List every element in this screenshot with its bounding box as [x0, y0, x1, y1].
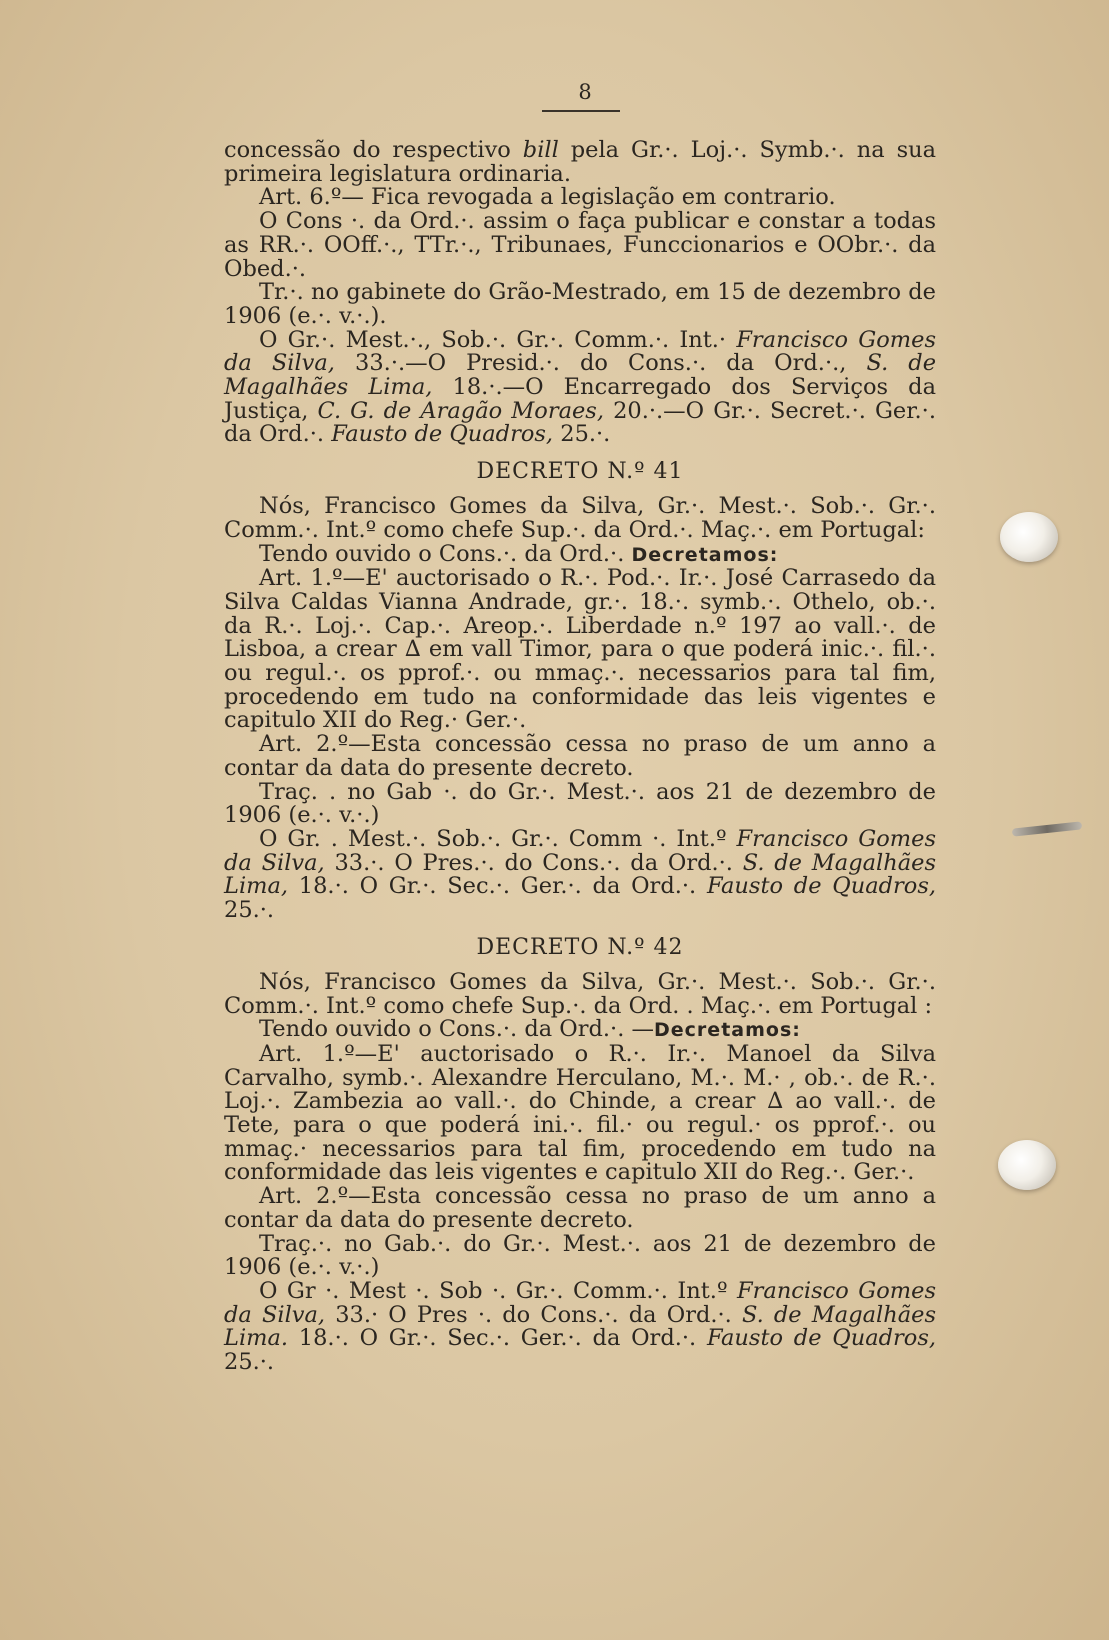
decree-42-article-1: Art. 1.º—E' auctorisado o R.·. Ir.·. Manoel da Silva Carvalho, symb.·. Alexandre Herculano, M.·. M.· , ob.·. de R.·. Loj.·. Zambezia ao vall.·. do Chinde, a crear ∆ ao vall.·. de Tete, para o que poderá ini.·. fil.· ou regul.· os pprof.·. ou mmaç.· necessarios para tal fim, procedendo em tudo na conformidade das leis vigentes e capitulo XII do Reg.·. Ger.·.: [224, 1040, 936, 1186]
intro-signatures: O Gr.·. Mest.·., Sob.·. Gr.·. Comm.·. Int.· Francisco Gomes da Silva, 33.·.—O Presid.·. do Cons.·. da Ord.·., S. de Magalhães Lima, 18.·.—O Encarregado dos Serviços da Justiça, C. G. de Aragão Moraes, 20.·.—O Gr.·. Secret.·. Ger.·. da Ord.·. Fausto de Quadros, 25.·.: [224, 326, 937, 448]
decree-41-preamble: Nós, Francisco Gomes da Silva, Gr.·. Mest.·. Sob.·. Gr.·. Comm.·. Int.º como chefe Sup.·. da Ord.·. Maç.·. em Portugal:: [224, 493, 936, 543]
decree-42-signatures: O Gr ·. Mest ·. Sob ·. Gr.·. Comm.·. Int.º Francisco Gomes da Silva, 33.· O Pres ·. do Cons.·. da Ord.·. S. de Magalhães Lima. 18.·. O Gr.·. Sec.·. Ger.·. da Ord.·. Fausto de Quadros, 25.·.: [224, 1277, 937, 1376]
page-number-rule: [542, 110, 620, 112]
decree-41-article-2: Art. 2.º—Esta concessão cessa no praso de um anno a contar da data do presente decreto.: [224, 731, 936, 781]
binding-hole-bottom: [998, 1140, 1056, 1190]
decree-42-date: Traç.·. no Gab.·. do Gr.·. Mest.·. aos 21 de dezembro de 1906 (e.·. v.·.): [224, 1230, 936, 1281]
binding-hole-top: [1000, 512, 1058, 562]
intro-paragraph-3: O Cons ·. da Ord.·. assim o faça publicar e constar a todas as RR.·. OOff.·., TTr.·., Tribunaes, Funccionarios e OObr.·. da Obed.·.: [224, 208, 936, 282]
binding-mark-middle: [1012, 821, 1082, 836]
decree-42-decretamos: Tendo ouvido o Cons.·. da Ord.·. —Decretamos:: [259, 1016, 801, 1043]
intro-paragraph-4: Tr.·. no gabinete do Grão-Mestrado, em 15 de dezembro de 1906 (e.·. v.·.).: [224, 279, 936, 329]
decree-41-decretamos: Tendo ouvido o Cons.·. da Ord.·. Decretamos:: [259, 540, 779, 567]
page-number: 8: [578, 80, 592, 104]
decree-42-heading: DECRETO N.º 42: [476, 934, 684, 960]
decree-41-heading: DECRETO N.º 41: [476, 459, 684, 485]
intro-paragraph-2: Art. 6.º— Fica revogada a legislação em contrario.: [259, 184, 836, 211]
intro-paragraph-1: concessão do respectivo bill pela Gr.·. Loj.·. Symb.·. na sua primeira legislatura ordinaria.: [224, 137, 937, 187]
page-body: [224, 139, 936, 1375]
decree-41-date: Traç. . no Gab ·. do Gr.·. Mest.·. aos 21 de dezembro de 1906 (e.·. v.·.): [224, 778, 936, 829]
decree-42-article-2: Art. 2.º—Esta concessão cessa no praso de um anno a contar da data do presente decreto.: [224, 1183, 936, 1233]
decree-42-preamble: Nós, Francisco Gomes da Silva, Gr.·. Mest.·. Sob.·. Gr.·. Comm.·. Int.º como chefe Sup.·. da Ord. . Maç.·. em Portugal :: [224, 968, 936, 1019]
decree-41-article-1: Art. 1.º—E' auctorisado o R.·. Pod.·. Ir.·. José Carrasedo da Silva Caldas Vianna Andrade, gr.·. 18.·. symb.·. Othelo, ob.·. da R.·. Loj.·. Cap.·. Areop.·. Liberdade n.º 197 ao vall.·. de Lisboa, a crear ∆ em vall Timor, para o que poderá inic.·. fil.·. ou regul.·. os pprof.·. ou mmaç.·. necessarios para tal fim, procedendo em tudo na conformidade das leis vigentes e capitulo XII do Reg.· Ger.·.: [224, 565, 936, 734]
decree-41-signatures: O Gr. . Mest.·. Sob.·. Gr.·. Comm ·. Int.º Francisco Gomes da Silva, 33.·. O Pres.·. do Cons.·. da Ord.·. S. de Magalhães Lima, 18.·. O Gr.·. Sec.·. Ger.·. da Ord.·. Fausto de Quadros, 25.·.: [224, 825, 937, 924]
